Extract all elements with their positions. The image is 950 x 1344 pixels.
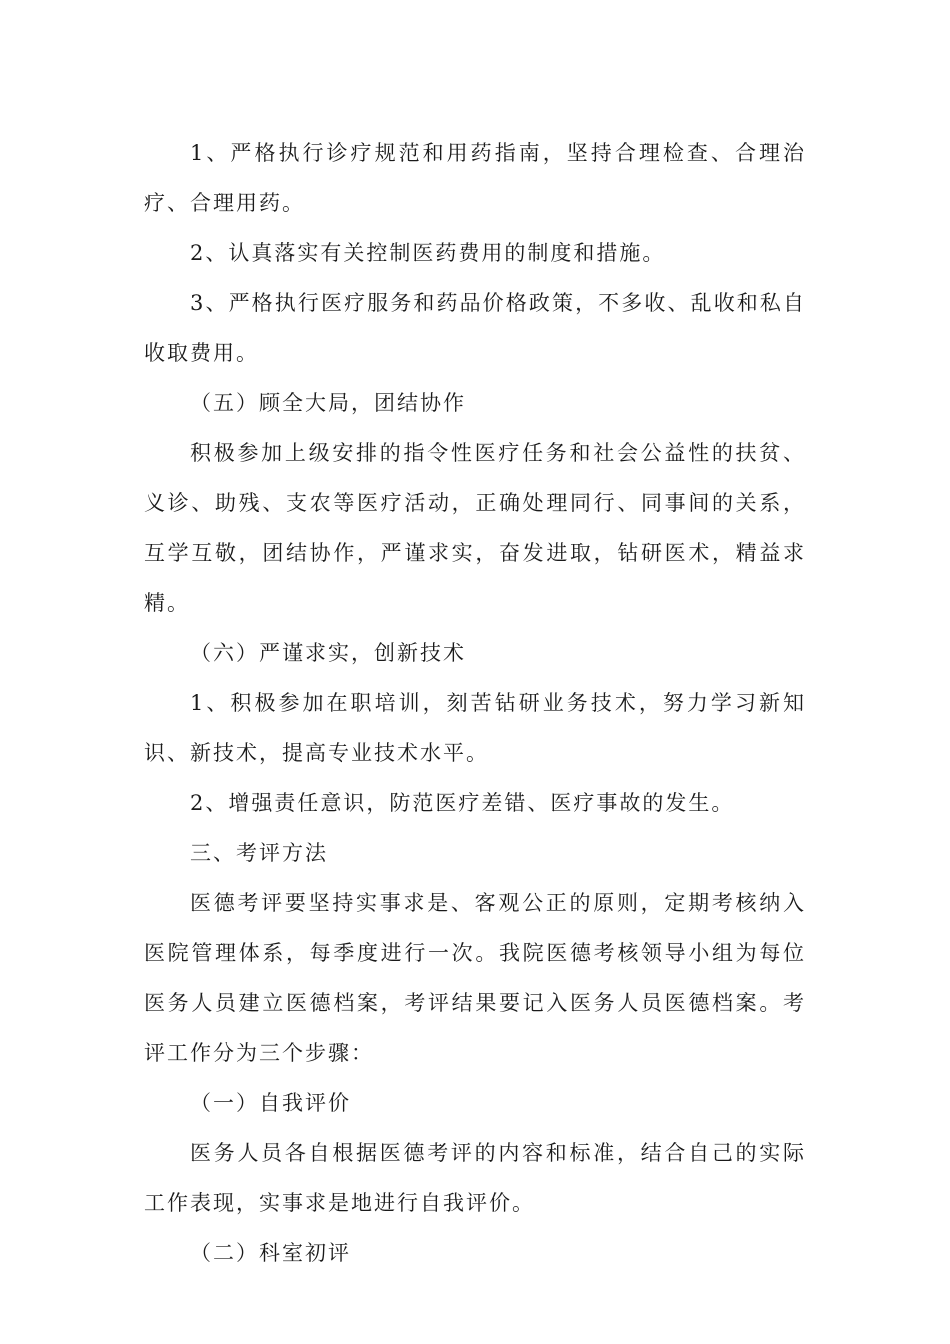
paragraph-teamwork: 积极参加上级安排的指令性医疗任务和社会公益性的扶贫、义诊、助残、支农等医疗活动，正确处理同行、同事间的关系，互学互敬，团结协作，严谨求实，奋发进取，钻研医术，精益求精。	[144, 441, 806, 615]
section-heading-5: （五）顾全大局，团结协作	[190, 391, 466, 415]
paragraph-evaluation-principle: 医德考评要坚持实事求是、客观公正的原则，定期考核纳入医院管理体系，每季度进行一次。我院医德考核领导小组为每位医务人员建立医德档案，考评结果要记入医务人员医德档案。考评工作分为三个步骤：	[144, 891, 806, 1065]
paragraph-item-1: 1、严格执行诊疗规范和用药指南，坚持合理检查、合理治疗、合理用药。	[144, 141, 806, 215]
section-heading-evaluation-method: 三、考评方法	[190, 841, 328, 865]
paragraph-responsibility: 2、增强责任意识，防范医疗差错、医疗事故的发生。	[190, 791, 735, 815]
paragraph-self-evaluation: 医务人员各自根据医德考评的内容和标准，结合自己的实际工作表现，实事求是地进行自我评价。	[144, 1141, 806, 1215]
paragraph-item-3: 3、严格执行医疗服务和药品价格政策，不多收、乱收和私自收取费用。	[144, 291, 806, 365]
section-heading-self-evaluation: （一）自我评价	[190, 1091, 351, 1115]
section-heading-department-review: （二）科室初评	[190, 1241, 351, 1265]
document-body	[144, 128, 806, 1278]
paragraph-item-2: 2、认真落实有关控制医药费用的制度和措施。	[190, 241, 666, 265]
section-heading-6: （六）严谨求实，创新技术	[190, 641, 466, 665]
paragraph-training: 1、积极参加在职培训，刻苦钻研业务技术，努力学习新知识、新技术，提高专业技术水平。	[144, 691, 806, 765]
